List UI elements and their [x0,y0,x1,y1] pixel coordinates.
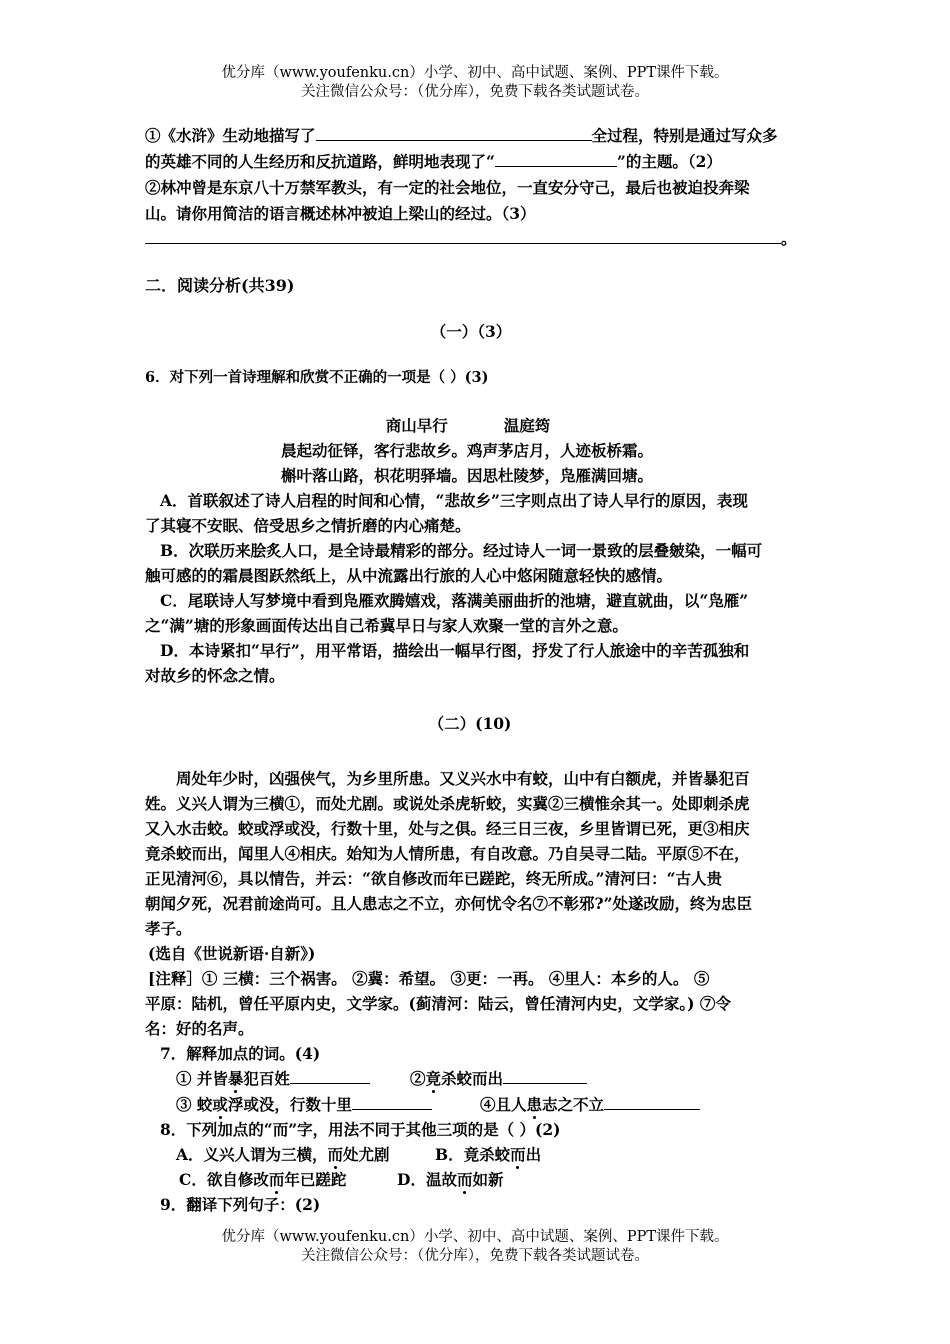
dotted-word: 暴 [227,1069,244,1088]
poem-line-2: 槲叶落山路，枳花明驿墙。因思杜陵梦，凫雁满回塘。 [280,466,653,485]
q8-text: 如新 [472,1170,504,1189]
passage-line-6: 朝闻夕死，况君前途尚可。且人患志之不立，亦何忧令名⑦不彰邪?”处遂改励，终为忠臣 [145,894,753,913]
q5-text: 的英雄不同的人生经历和反抗道路，鲜明地表现了“ [145,152,495,171]
q7-item-1 [176,1068,370,1090]
q8-text: C．欲自修改 [179,1170,269,1189]
option-b-line-1: B．次联历来脍炙人口，是全诗最精彩的部分。经过诗人一词一景致的层叠皴染，一幅可 [160,541,763,560]
header-line-1: 优分库（www.youfenku.cn）小学、初中、高中试题、案例、PPT课件下载。 [221,65,729,81]
footer-line-2: 关注微信公众号：（优分库），免费下载各类试题试卷。 [301,1248,649,1264]
q7-text: ④且人 [480,1095,527,1114]
q7-text: ② [410,1069,426,1088]
dotted-word: 竟 [425,1069,442,1088]
q8-text: 出 [525,1145,542,1164]
q5-text: 。 [781,229,797,248]
notes-line-3: 名：好的名声。 [145,1019,254,1038]
q8-option-c [179,1169,346,1191]
dotted-word: 而 [456,1170,473,1189]
header-line-2: 关注微信公众号：（优分库），免费下载各类试题试卷。 [301,84,649,100]
q5-line-2 [145,151,722,173]
dotted-word: 而 [268,1170,285,1189]
passage-line-3: 又入水击蛟。蛟或浮或没，行数十里，处与之俱。经三日三夜，乡里皆谓已死，更③相庆 [145,819,750,838]
answer-blank[interactable] [316,126,592,141]
q5-line-3: ②林冲曾是东京八十万禁军教头，有一定的社会地位，一直安分守己，最后也被迫投奔梁 [145,178,750,197]
q7-text: 杀蛟而出 [441,1069,504,1088]
page-footer [0,1228,950,1266]
part-1-title: （一）（3） [430,322,512,341]
q8-option-d [397,1169,503,1191]
option-c-line-1: C．尾联诗人写梦境中看到凫雁欢腾嬉戏，落满美丽曲折的池塘，避直就曲，以“凫雁” [160,591,749,610]
q5-line-1 [145,125,778,147]
q5-text: 全过程，特别是通过写众多 [591,126,778,145]
option-a-line-2: 了其寝不安眠、倍受思乡之情折磨的内心痛楚。 [145,516,471,535]
question-6: 6．对下列一首诗理解和欣赏不正确的一项是（ ）(3) [145,369,489,386]
passage-line-2: 姓。义兴人谓为三横①，而处尤剧。或说处杀虎斩蛟，实冀②三横惟余其一。处即刺杀虎 [145,794,750,813]
answer-blank[interactable] [145,229,781,244]
answer-blank[interactable] [352,1095,432,1110]
option-d-line-2: 对故乡的怀念之情。 [145,666,285,685]
question-8: 8．下列加点的“而”字，用法不同于其他三项的是（ ）(2) [160,1120,561,1139]
notes-line-2: 平原：陆机，曾任平原内史，文学家。(蓟清河：陆云，曾任清河内史，文学家。) ⑦令 [145,994,731,1013]
q8-option-a [176,1144,390,1166]
part-2-title: （二）(10) [428,714,512,733]
q7-item-4 [480,1094,700,1116]
option-a-line-1: A．首联叙述了诗人启程的时间和心情，“悲故乡”三字则点出了诗人早行的原因，表现 [160,491,748,510]
q7-text: ① 并皆 [176,1069,228,1088]
question-7: 7．解释加点的词。(4) [160,1044,321,1063]
poem-author: 温庭筠 [503,416,551,435]
q8-text: A．义兴人谓为三横， [176,1145,328,1164]
q5-line-4: 山。请你用简洁的语言概述林冲被迫上梁山的经过。（3） [145,204,536,223]
footer-line-1: 优分库（www.youfenku.cn）小学、初中、高中试题、案例、PPT课件下载。 [221,1229,729,1245]
answer-blank[interactable] [604,1095,700,1110]
q8-text: B．竟杀蛟 [435,1145,511,1164]
q7-text: 犯百姓 [243,1069,290,1088]
question-9: 9．翻译下列句子：(2) [160,1195,321,1214]
q8-option-b [435,1144,541,1166]
passage-line-5: 正见清河⑥，具以情告，并云：“欲自修改而年已蹉跎，终无所成。”清河曰：“古人贵 [145,869,722,888]
dotted-word: 患 [526,1095,543,1114]
passage-line-4: 竟杀蛟而出，闻里人④相庆。始知为人情所患，有自改意。乃自吴寻二陆。平原⑤不在， [145,844,750,863]
option-d-line-1: D．本诗紧扣“早行”，用平常语，描绘出一幅早行图，抒发了行人旅途中的辛苦孤独和 [160,641,750,660]
q7-text: 浮或没，行数十里 [227,1095,352,1114]
poem-line-1: 晨起动征铎，客行悲故乡。鸡声茅店月，人迹板桥霜。 [280,441,653,460]
q5-text: ”的主题。（2） [616,152,722,171]
q7-item-3 [176,1094,432,1116]
option-b-line-2: 触可感的的霜晨图跃然纸上，从中流露出行旅的人心中悠闲随意轻快的感情。 [145,566,673,585]
answer-blank[interactable] [290,1069,370,1084]
poem-title: 商山早行 [385,416,448,435]
passage-line-1: 周处年少时，凶强侠气，为乡里所患。又义兴水中有蛟，山中有白额虎，并皆暴犯百 [176,769,750,788]
answer-blank[interactable] [495,152,617,167]
q7-item-2 [410,1068,587,1090]
q7-text: ③ 蛟 [176,1095,213,1114]
dotted-word: 而 [327,1145,344,1164]
poem-heading [137,415,799,437]
section-title: 二．阅读分析(共39) [145,276,295,295]
q5-line-5 [145,228,797,250]
notes-line-1: [注释］① 三横：三个祸害。 ②冀：希望。 ③更：一再。 ④里人：本乡的人。 ⑤ [148,969,710,988]
passage-source: (选自《世说新语·自新》) [148,944,316,963]
passage-line-7: 孝子。 [145,919,192,938]
q8-text: D．温故 [397,1170,457,1189]
q8-text: 处尤剧 [343,1145,390,1164]
dotted-word: 或 [212,1095,228,1114]
q5-text: ①《水浒》生动地描写了 [145,126,316,145]
dotted-word: 而 [510,1145,526,1164]
page-header [0,64,950,102]
q7-text: 志之不立 [542,1095,605,1114]
q8-text: 年已蹉跎 [284,1170,347,1189]
answer-blank[interactable] [503,1069,587,1084]
option-c-line-2: 之“满”塘的形象画面传达出自己希冀早日与家人欢聚一堂的言外之意。 [145,616,628,635]
